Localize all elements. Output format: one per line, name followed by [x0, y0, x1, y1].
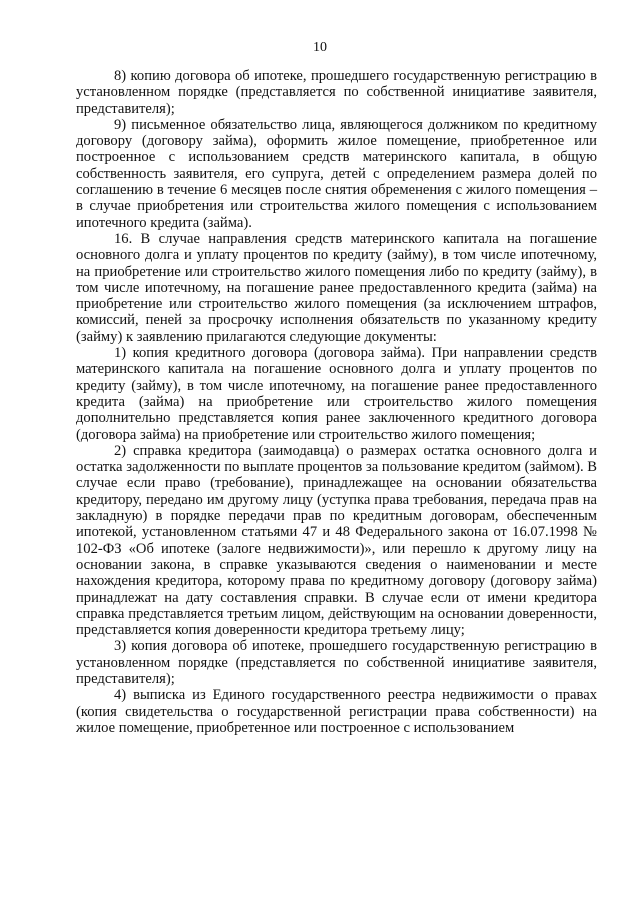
- paragraph-item-1: 1) копия кредитного договора (договора займа). При направлении средств материнского капитала на погашение основного долга и уплату процентов по кредиту (займу), в том числе ипотечному, на погашение ранее предоставленного кредита (займа) на приобретение или строительство жилого помещения дополнительно представляется копия ранее заключенного кредитного договора (договора займа) на приобретение или строительство жилого помещения;: [76, 345, 597, 443]
- paragraph-item-8: 8) копию договора об ипотеке, прошедшего государственную регистрацию в установленном порядке (представляется по собственной инициативе заявителя, представителя);: [76, 68, 597, 117]
- paragraph-item-3: 3) копия договора об ипотеке, прошедшего государственную регистрацию в установленном порядке (представляется по собственной инициативе заявителя, представителя);: [76, 638, 597, 687]
- paragraph-item-2: 2) справка кредитора (заимодавца) о размерах остатка основного долга и остатка задолженности по выплате процентов за пользование кредитом (займом). В случае если право (требование), принадлежащее на основании обязательства кредитору, передано им другому лицу (уступка права требования, передача прав на закладную) в порядке передачи прав по кредитным договорам, обеспеченным ипотекой, установленном статьями 47 и 48 Федерального закона от 16.07.1998 № 102-ФЗ «Об ипотеке (залоге недвижимости)», или перешло к другому лицу на основании закона, в справке указываются сведения о наименовании и месте нахождения кредитора, которому права по кредитному договору (договору займа) принадлежат на дату составления справки. В случае если от имени кредитора справка представляется третьим лицом, действующим на основании доверенности, представляется копия доверенности кредитора третьему лицу;: [76, 442, 597, 639]
- paragraph-clause-16: 16. В случае направления средств материнского капитала на погашение основного долга и уплату процентов по кредиту (займу), в том числе ипотечному, на приобретение или строительство жилого помещения либо по кредиту (займу), в том числе ипотечному, на погашение ранее предоставленного кредита (займа) на приобретение или строительство жилого помещения (за исключением штрафов, комиссий, пеней за просрочку исполнения обязательств по указанному кредиту (займу) к заявлению прилагаются следующие документы:: [76, 230, 597, 345]
- paragraph-item-9: 9) письменное обязательство лица, являющегося должником по кредитному договору (договору займа), оформить жилое помещение, приобретенное или построенное с использованием средств материнского капитала, в общую собственность заявителя, его супруга, детей с определением размера долей по соглашению в течение 6 месяцев после снятия обременения с жилого помещения – в случае приобретения или строительства жилого помещения с использованием ипотечного кредита (займа).: [76, 116, 597, 231]
- page-number: 10: [313, 40, 327, 55]
- paragraph-item-4: 4) выписка из Единого государственного реестра недвижимости о правах (копия свидетельства о государственной регистрации права собственности) на жилое помещение, приобретенное или построенное с использованием: [76, 687, 597, 736]
- document-body: [76, 68, 597, 736]
